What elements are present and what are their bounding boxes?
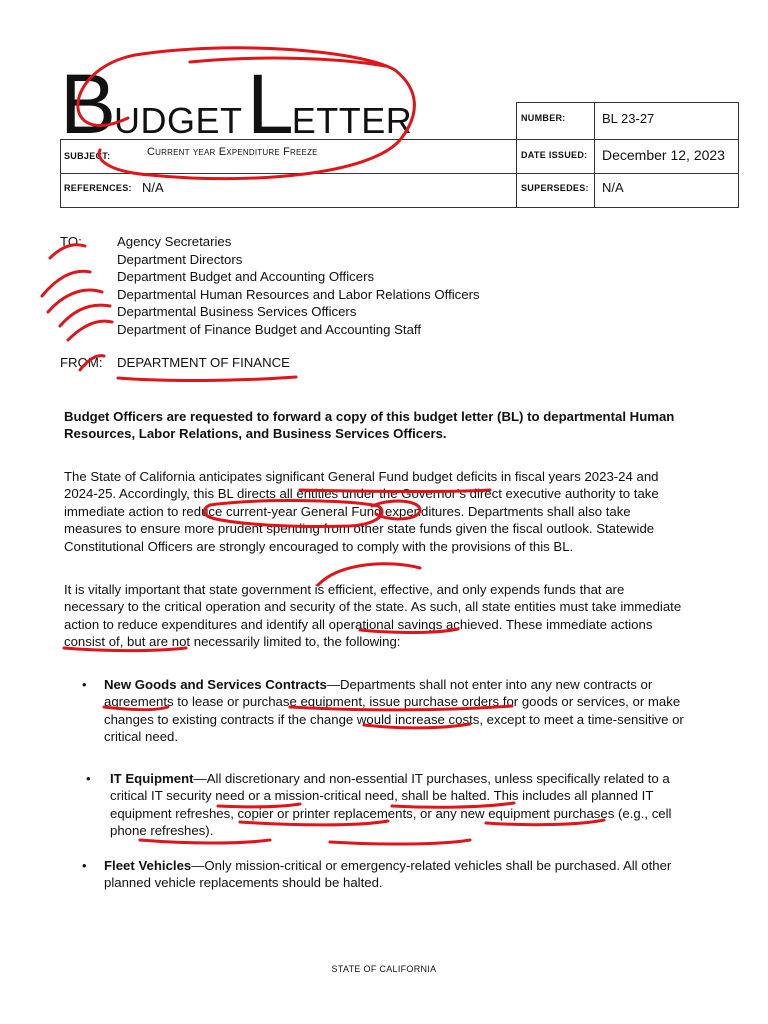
bullet-dot: • (82, 858, 87, 873)
supersedes-label: SUPERSEDES: (521, 183, 589, 193)
tick-mark (60, 305, 110, 326)
subject-box-divider (60, 173, 517, 174)
bullet-lead: IT Equipment (110, 771, 194, 786)
info-box-col-divider (594, 102, 595, 208)
bullet-lead: New Goods and Services Contracts (104, 677, 327, 692)
tick-mark (68, 321, 112, 340)
bullet-text: —All discretionary and non-essential IT purchases, unless specifically related to a critical IT security need or a mission-critical need, shall be halted. This includes all planned IT equipment refreshes, copier or printer replacements, or any new equipment purchases (e.g., cell phone refreshes). (110, 771, 672, 839)
number-value: BL 23-27 (602, 111, 655, 126)
underline-cell-phone (330, 840, 470, 844)
tick-mark (42, 271, 90, 296)
underline-new-equipment (140, 840, 270, 843)
info-box-divider-1 (516, 139, 739, 140)
supersedes-value: N/A (602, 180, 624, 195)
bullet-lead: Fleet Vehicles (104, 858, 192, 873)
date-issued-label: DATE ISSUED: (521, 150, 588, 160)
recipient-item: Departmental Business Services Officers (117, 304, 357, 320)
info-box-divider-2 (516, 173, 739, 174)
body-paragraph-2: It is vitally important that state government is efficient, effective, and only expends funds that are necessary to the critical operation and security of the state. As such, all state entities must take immediate action to reduce expenditures and identify all operational savings achieved. These immediate actions consist of, but are not necessarily limited to, the following: (64, 582, 682, 650)
number-label: NUMBER: (521, 113, 566, 123)
letter-title (60, 57, 413, 151)
from-value: DEPARTMENT OF FINANCE (117, 355, 290, 370)
bullet-fleet-vehicles (104, 857, 684, 892)
recipient-item: Agency Secretaries (117, 234, 232, 249)
title-initial-l: L (246, 57, 292, 151)
recipient-item: Department of Finance Budget and Accounting Staff (117, 321, 422, 337)
footer-state: STATE OF CALIFORNIA (331, 964, 437, 974)
title-word-etter: ETTER (291, 100, 413, 141)
date-issued-value: December 12, 2023 (602, 147, 725, 163)
bullet-text: —Only mission-critical or emergency-related vehicles shall be purchased. All other planned vehicle replacements should be halted. (104, 858, 672, 891)
to-label: TO: (60, 234, 82, 249)
recipient-list (117, 233, 480, 339)
recipient-item: Departmental Human Resources and Labor Relations Officers (117, 286, 480, 302)
subject-label: SUBJECT: (64, 151, 111, 161)
tick-mark (48, 290, 102, 312)
from-underline (118, 377, 296, 381)
body-paragraph-1: The State of California anticipates significant General Fund budget deficits in fiscal years 2023-24 and 2024-25. Accordingly, this BL directs all entities under the Governor’s direct executive authority to take immediate action to reduce current-year General Fund expenditures. Departments shall also take measures to ensure more prudent spending from other state funds given the fiscal outlook. Statewide Constitutional Officers are strongly encouraged to comply with the provisions of this BL. (64, 469, 659, 554)
from-label: FROM: (60, 355, 103, 370)
bullet-goods-services (104, 676, 684, 746)
references-value: N/A (142, 180, 164, 195)
bullet-dot: • (82, 677, 87, 692)
forwarding-notice: Budget Officers are requested to forward a copy of this budget letter (BL) to departmental Human Resources, Labor Relations, and Business Services Officers. (64, 409, 675, 442)
subject-value: Current year Expenditure Freeze (147, 146, 318, 158)
references-label: REFERENCES: (64, 183, 132, 193)
bullet-dot: • (86, 771, 91, 786)
title-initial-b: B (60, 57, 115, 151)
bullet-it-equipment (110, 770, 684, 840)
recipient-item: Department Directors (117, 251, 243, 267)
title-word-udget: UDGET (114, 100, 243, 141)
recipient-item: Department Budget and Accounting Officers (117, 269, 375, 285)
bullet-text: —Departments shall not enter into any new contracts or agreements to lease or purchase equipment, issue purchase orders for goods or services, or make changes to existing contracts if the change would increase costs, except to meet a time-sensitive or critical need. (104, 677, 684, 745)
